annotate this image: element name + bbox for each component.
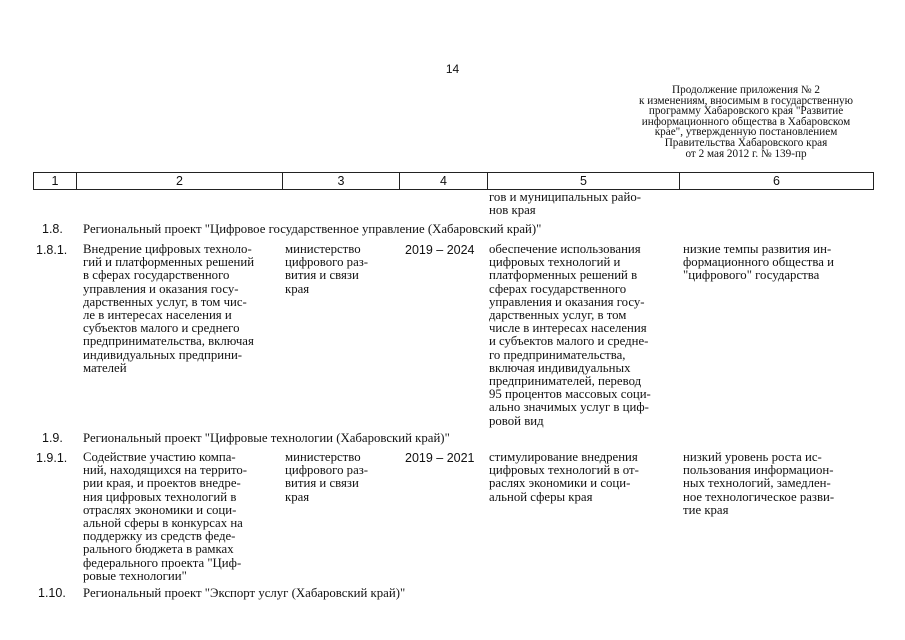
appendix-line: Продолжение приложения № 2 xyxy=(672,84,820,96)
page-number: 14 xyxy=(445,62,460,76)
section-number: 1.9. xyxy=(42,431,63,445)
period-text: 2019 – 2021 xyxy=(405,451,475,465)
section-number: 1.10. xyxy=(38,586,66,600)
appendix-line: к изменениям, вносимым в государственную xyxy=(638,94,854,107)
period-text: 2019 – 2024 xyxy=(405,243,475,257)
result-text: стимулирование внедрения цифровых технологий в от- раслях экономики и соци- альной сферы края xyxy=(489,450,639,504)
section-title: Региональный проект "Экспорт услуг (Хабаровский край)" xyxy=(83,586,406,600)
result-text: обеспечение использования цифровых технологий и платформенных решений в сферах государственного управления и оказания госу- дарственных услуг, в том числе в интересах населения и субъектов малого и средне- го предпринимательства, включая индивидуальных предпринимателей, перевод 95 процентов массовых соци- ально значимых услуг в циф- ровой вид xyxy=(489,242,651,428)
measure-text: Содействие участию компа- ний, находящихся на террито- рии края, и проектов внедре- ния цифровых технологий в отраслях экономики и соци- альной сферы в конкурсах на поддержку из средств феде- рального бюджета в рамках федерального проекта "Циф- ровые технологии" xyxy=(83,450,248,583)
measure-text: Внедрение цифровых техноло- гий и платформенных решений в сферах государственного управления и оказания госу- дарственных услуг, в том чис- ле в интересах населения и субъектов малого и среднего предпринимательства, включая индивидуальных предприни- мателей xyxy=(83,242,255,375)
executor-text: министерство цифрового раз- вития и связи края xyxy=(285,242,369,296)
appendix-line: крае", утвержденную постановлением xyxy=(654,126,838,139)
column-header: 5 xyxy=(488,173,680,190)
executor-text: министерство цифрового раз- вития и связи края xyxy=(285,450,369,504)
section-title: Региональный проект "Цифровое государственное управление (Хабаровский край)" xyxy=(83,222,542,236)
row-number: 1.9.1. xyxy=(36,451,68,465)
column-header: 2 xyxy=(77,173,283,190)
appendix-line: от 2 мая 2012 г. № 139-пр xyxy=(685,147,807,160)
appendix-line: Правительства Хабаровского края xyxy=(664,136,828,149)
column-header-table xyxy=(33,172,874,190)
consequence-text: низкие темпы развития ин- формационного общества и "цифрового" государства xyxy=(683,242,834,283)
column-header: 6 xyxy=(680,173,874,190)
column-header: 1 xyxy=(34,173,77,190)
appendix-line: программу Хабаровского края "Развитие xyxy=(648,105,844,118)
row-number: 1.8.1. xyxy=(36,243,68,257)
consequence-text: низкий уровень роста ис- пользования информацион- ных технологий, замедлен- ное технологическое разви- тие края xyxy=(683,450,835,517)
appendix-line: информационного общества в Хабаровском xyxy=(641,115,851,128)
column-header: 3 xyxy=(283,173,400,190)
section-number: 1.8. xyxy=(42,222,63,236)
section-title: Региональный проект "Цифровые технологии (Хабаровский край)" xyxy=(83,431,450,445)
appendix-header xyxy=(615,85,877,159)
column-header: 4 xyxy=(400,173,488,190)
continuation-text: гов и муниципальных райо- нов края xyxy=(489,190,642,218)
